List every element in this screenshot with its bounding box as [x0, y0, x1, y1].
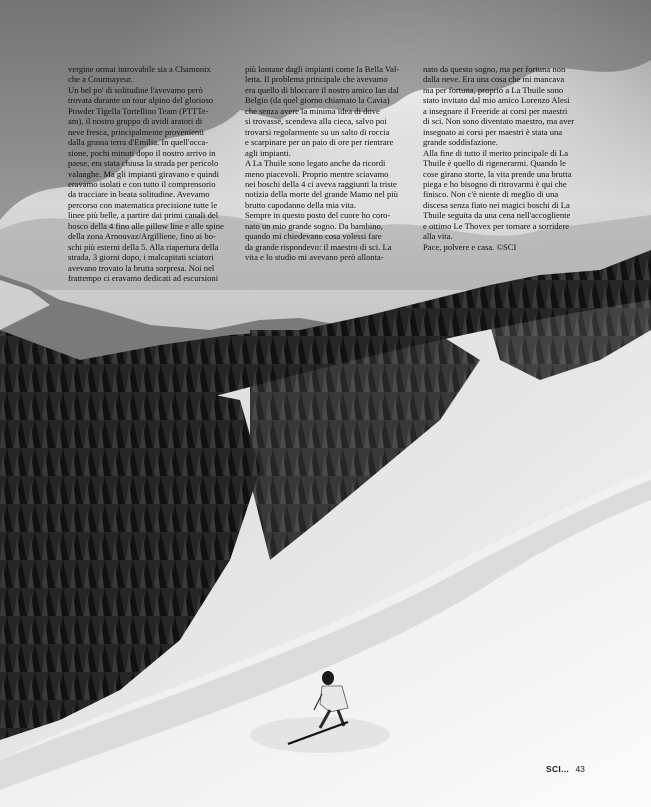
article-column-2	[245, 64, 417, 263]
powder-spray	[250, 717, 390, 753]
page-number: 43	[575, 764, 585, 774]
article-column-1	[68, 64, 238, 284]
column-3-text: nato da questo sogno, ma per fortuna non dalla neve. Era una cosa che mi mancava ma per fortuna, proprio a La Thuile sono stato invitato dal mio amico Lorenzo Alesi a insegnare il Freeride ai corsi per maestri di sci. Non sono diventato maestro, ma aver insegnato ai corsi per maestri è stata una grande soddisfazione. Alla fine di tutto il merito principale di La Thuile è quello di rigenerarmi. Quando le cose girano storte, la vita prende una brutta piega e ho bisogno di ritrovarmi è qui che finisco. Non c'è niente di meglio di una discesa senza fiato nei magici boschi di La Thuile seguita da una cena nell'accogliente e ottimo Le Thovex per tornare a sorridere alla vita. Pace, polvere e casa. ©SCI	[423, 64, 575, 252]
column-2-text: più lontane dagli impianti come la Bella Val- letta. Il problema principale che avevamo era quello di bloccare il nostro amico Ian dal Belgio (da quel giorno chiamato la Cavia) che senza avere la minima idea di dove si trovasse, scendeva alla cieca, salvo poi trovarsi regolarmente su un salto di roccia e scarpinare per un paio di ore per rientrare agli impianti. A La Thuile sono legato anche da ricordi meno piacevoli. Proprio mentre sciavamo nei boschi della 4 ci aveva raggiunti la triste notizia della morte del grande Mamo nel più brutto capodanno della mia vita. Sempre in questo posto del cuore ho coro- nato un mio grande sogno. Da bambino, quando mi chiedevano cosa volessi fare da grande rispondevo: il maestro di sci. La vita e lo studio mi avevano però allonta-	[245, 64, 400, 263]
magazine-brand: SCI...	[546, 764, 570, 774]
column-1-text: vergine ormai introvabile sia a Chamonix che a Courmayeur. Un bel po' di solitudine l'avevamo però trovata durante un tour alpino del glorioso Powder Tigella Tortellino Team (PTTTe- am), il nostro gruppo di avidi aratori di neve fresca, principalmente provenienti dalla grassa terra d'Emilia. In quell'occa- sione, pochi minuti dopo il nostro arrivo in paese, era stata chiusa la strada per pericolo valanghe. Ma gli impianti giravano e quindi eravamo isolati e con tutto il comprensorio da tracciare in beata solitudine. Avevamo percorso con matematica precisione tutte le linee più belle, a partire dai primi canali del bosco della 4 fino alle pillow line e alle spine della zona Arnouvaz/Argilliene, fino ai bo- schi più esterni della 5. Alla riapertura della strada, 3 giorni dopo, i malcapitati sciatori avevano trovato la brutta sorpresa. Noi nel frattempo ci eravamo dedicati ad escursioni	[68, 64, 224, 284]
page-footer	[546, 764, 585, 774]
article-column-3	[423, 64, 593, 252]
